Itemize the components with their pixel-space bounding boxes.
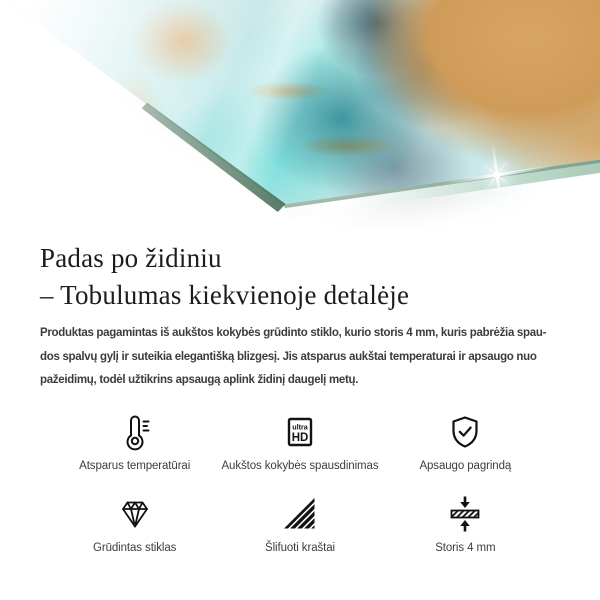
feature-thickness: [383, 494, 548, 554]
title-line-2: – Tobulumas kiekvienoje detalėje: [40, 280, 410, 310]
feature-polished-edges: [217, 494, 382, 554]
feature-label: Šlifuoti kraštai: [265, 541, 335, 554]
thickness-icon: [445, 494, 485, 534]
svg-text:HD: HD: [291, 431, 309, 444]
description-line: Produktas pagamintas iš aukštos kokybės grūdinto stiklo, kurio storis 4 mm, kuris pabrėžia spau-: [40, 327, 547, 339]
feature-label: Storis 4 mm: [435, 541, 496, 554]
diamond-icon: [115, 494, 155, 534]
product-photo: [0, 0, 600, 228]
feature-label: Atsparus temperatūrai: [79, 459, 191, 472]
feature-label: Aukštos kokybės spausdinimas: [221, 459, 379, 472]
thermometer-icon: [115, 412, 155, 452]
feature-ultra-hd-print: [217, 412, 382, 472]
shield-check-icon: [445, 412, 485, 452]
product-description: [40, 322, 560, 393]
title-line-1: Padas po židiniu: [40, 243, 222, 273]
svg-text:ultra: ultra: [292, 422, 308, 431]
feature-label: Grūdintas stiklas: [93, 541, 177, 554]
description-line: dos spalvų gylį ir suteikia elegantišką blizgesį. Jis atsparus aukštai temperaturai ir apsaugo nuo: [40, 350, 537, 363]
feature-protects-base: [383, 412, 548, 472]
feature-grid: [40, 412, 560, 554]
feature-heat-resistant: [52, 412, 217, 472]
content-area: [0, 228, 600, 554]
feature-label: Apsaugo pagrindą: [419, 459, 512, 472]
page-title: [40, 240, 560, 314]
feature-tempered-glass: [52, 494, 217, 554]
ultra-hd-icon: [280, 412, 320, 452]
description-line: pažeidimų, todėl užtikrins apsaugą aplink židinį daugelį metų.: [40, 374, 359, 386]
polished-edges-icon: [280, 494, 320, 534]
